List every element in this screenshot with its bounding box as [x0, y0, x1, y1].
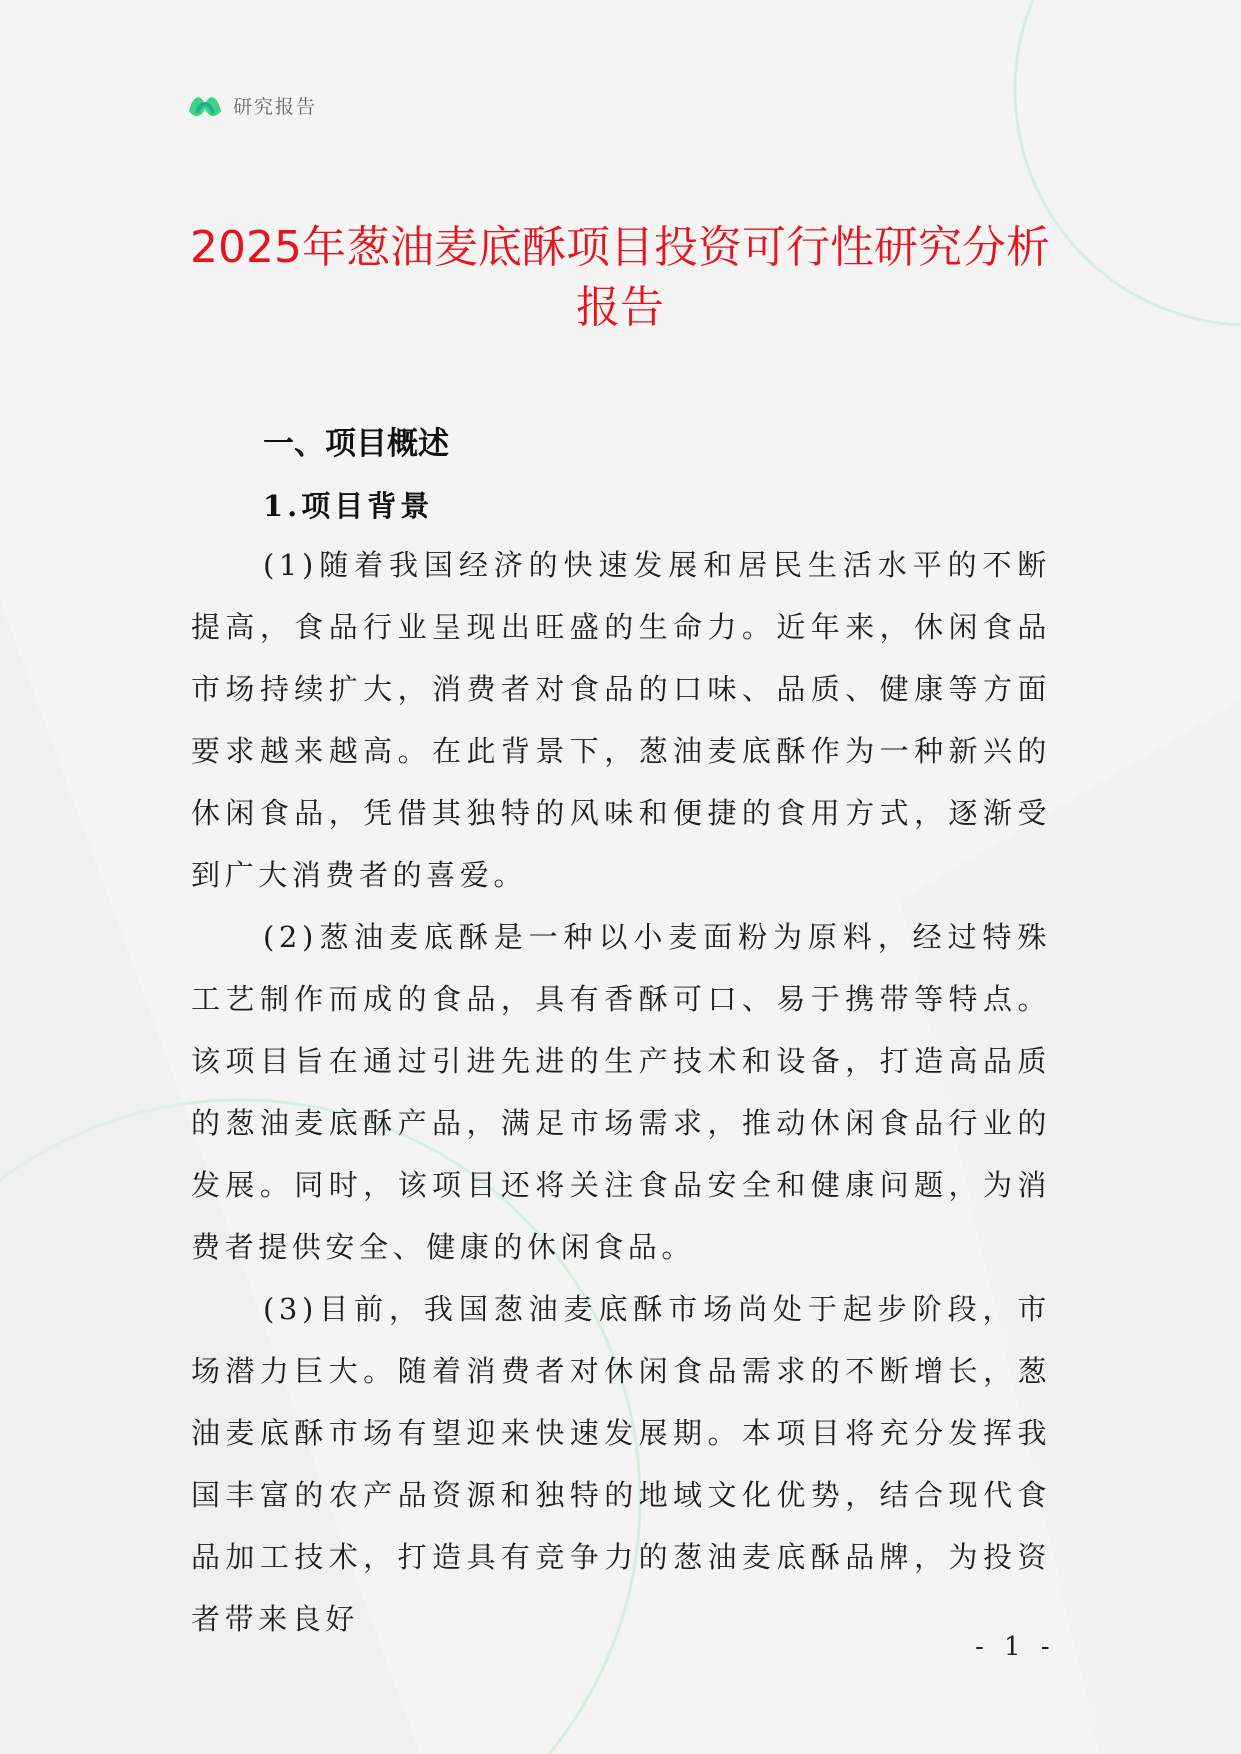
paragraph: (3)目前，我国葱油麦底酥市场尚处于起步阶段，市场潜力巨大。随着消费者对休闲食品需求的不断增长，葱油麦底酥市场有望迎来快速发展期。本项目将充分发挥我国丰富的农产品资源和独特的地域文化优势，结合现代食品加工技术，打造具有竞争力的葱油麦底酥品牌，为投资者带来良好	[191, 1292, 1051, 1636]
report-header	[187, 89, 317, 121]
subsection-heading: 1.项目背景	[263, 489, 434, 523]
section-heading: 一、项目概述	[263, 426, 449, 462]
paragraph: (2)葱油麦底酥是一种以小麦面粉为原料，经过特殊工艺制作而成的食品，具有香酥可口、易于携带等特点。该项目旨在通过引进先进的生产技术和设备，打造高品质的葱油麦底酥产品，满足市场需求，推动休闲食品行业的发展。同时，该项目还将关注食品安全和健康问题，为消费者提供安全、健康的休闲食品。	[191, 920, 1051, 1264]
body-text	[191, 534, 1051, 1650]
header-label: 研究报告	[233, 95, 318, 118]
brand-logo-icon	[187, 89, 223, 121]
page-number: - 1 -	[975, 1632, 1056, 1662]
paragraph: (1)随着我国经济的快速发展和居民生活水平的不断提高，食品行业呈现出旺盛的生命力。近年来，休闲食品市场持续扩大，消费者对食品的口味、品质、健康等方面要求越来越高。在此背景下，葱油麦底酥作为一种新兴的休闲食品，凭借其独特的风味和便捷的食用方式，逐渐受到广大消费者的喜爱。	[191, 548, 1051, 892]
document-title: 2025年葱油麦底酥项目投资可行性研究分析报告	[190, 222, 1050, 333]
